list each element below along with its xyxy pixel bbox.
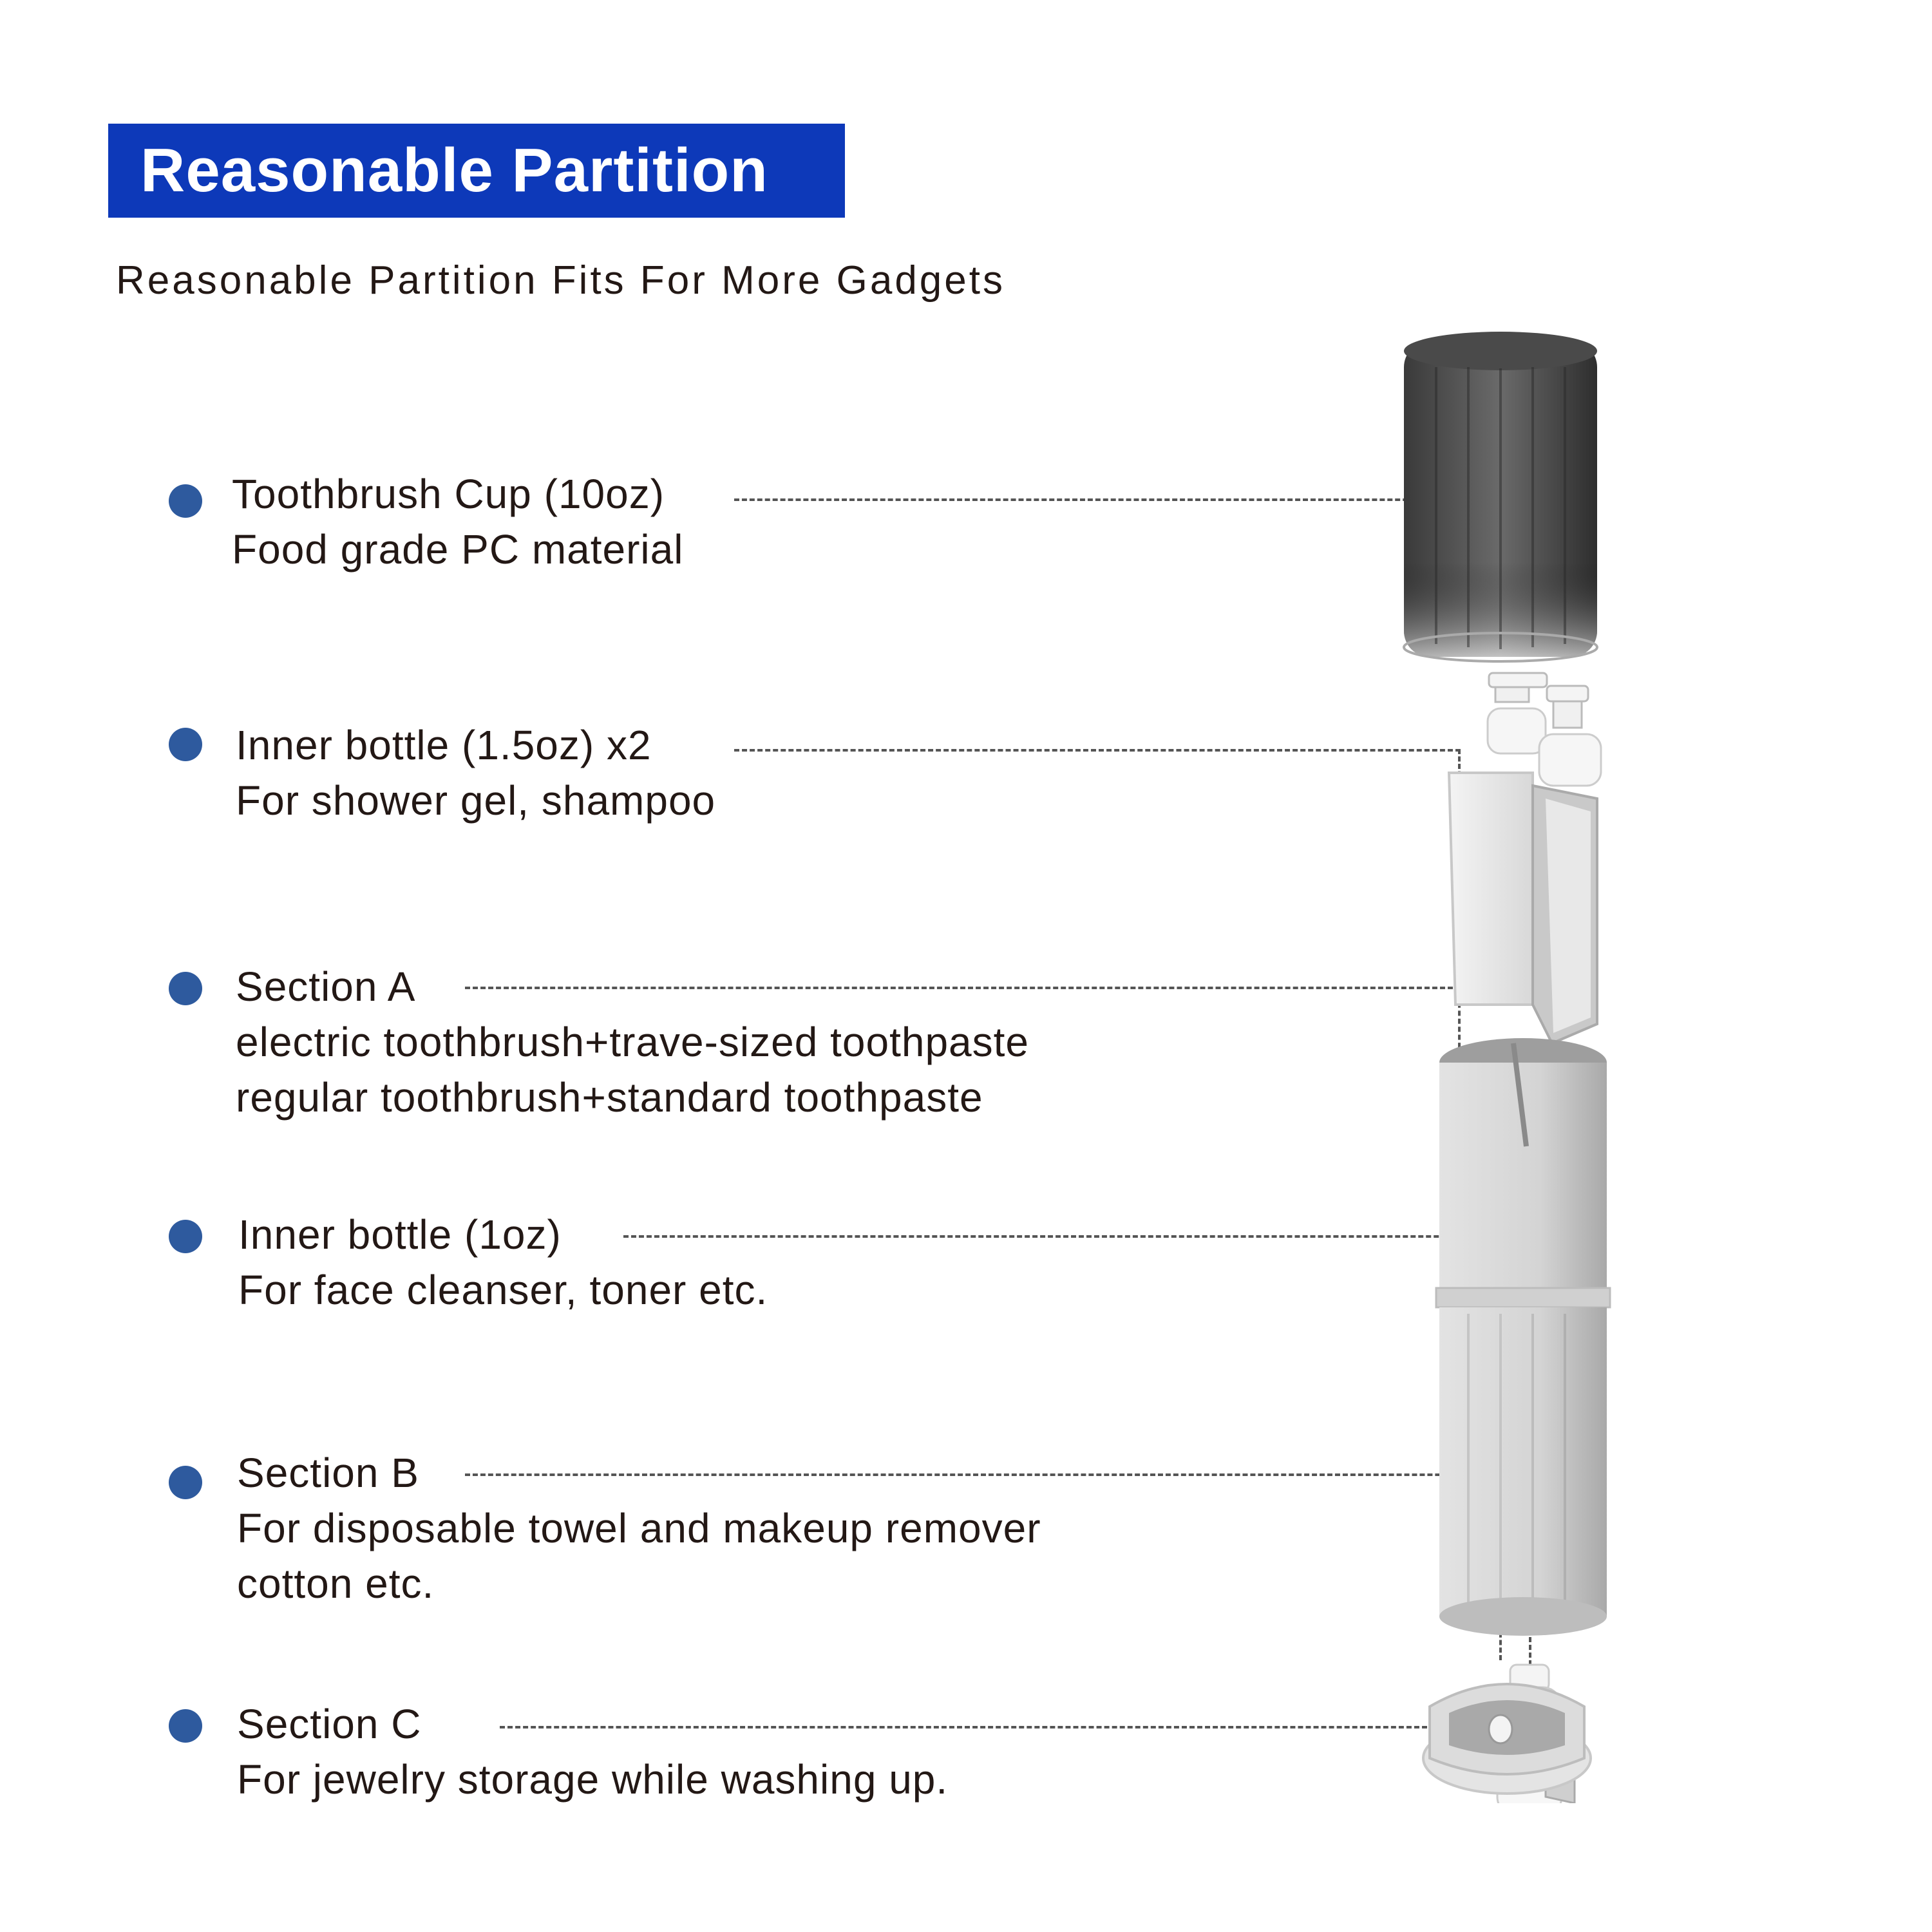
bullet-icon — [169, 484, 202, 518]
title-banner — [108, 124, 845, 218]
feature-title: Section A — [236, 963, 416, 1010]
leader-line — [500, 1726, 1427, 1728]
product-illustration — [1385, 322, 1707, 1803]
cup-cap-shape — [1404, 332, 1597, 661]
feature-description: Food grade PC material — [232, 526, 684, 573]
feature-description: cotton etc. — [237, 1560, 435, 1607]
inner-bottles-large-shape — [1449, 673, 1601, 1043]
feature-title: Section C — [237, 1701, 422, 1747]
bullet-icon — [169, 1466, 202, 1499]
feature-description: For face cleanser, toner etc. — [238, 1267, 768, 1313]
leader-line — [465, 1473, 1502, 1476]
bullet-icon — [169, 972, 202, 1005]
feature-title: Inner bottle (1oz) — [238, 1211, 562, 1258]
feature-description: electric toothbrush+trave-sized toothpaste — [236, 1019, 1029, 1065]
feature-title: Inner bottle (1.5oz) x2 — [236, 722, 652, 768]
feature-description: For disposable towel and makeup remover — [237, 1505, 1041, 1551]
leader-line — [465, 987, 1461, 989]
feature-inner-bottle-large — [0, 721, 1224, 850]
leader-line — [734, 749, 1461, 752]
feature-description: For shower gel, shampoo — [236, 777, 716, 824]
feature-inner-bottle-small — [0, 1211, 1224, 1340]
feature-section-c — [0, 1700, 1224, 1829]
bullet-icon — [169, 1709, 202, 1743]
feature-title: Toothbrush Cup (10oz) — [232, 471, 665, 517]
feature-title: Section B — [237, 1450, 419, 1496]
bullet-icon — [169, 728, 202, 761]
base-tray-shape — [1404, 1649, 1610, 1803]
feature-description: regular toothbrush+standard toothpaste — [236, 1074, 983, 1121]
page-title: Reasonable Partition — [140, 136, 768, 205]
page-subtitle: Reasonable Partition Fits For More Gadgets — [116, 258, 1005, 303]
bullet-icon — [169, 1220, 202, 1253]
main-body-shape — [1436, 1038, 1610, 1636]
feature-description: For jewelry storage while washing up. — [237, 1756, 949, 1803]
feature-toothbrush-cup — [0, 470, 1224, 599]
leader-line — [734, 498, 1423, 501]
